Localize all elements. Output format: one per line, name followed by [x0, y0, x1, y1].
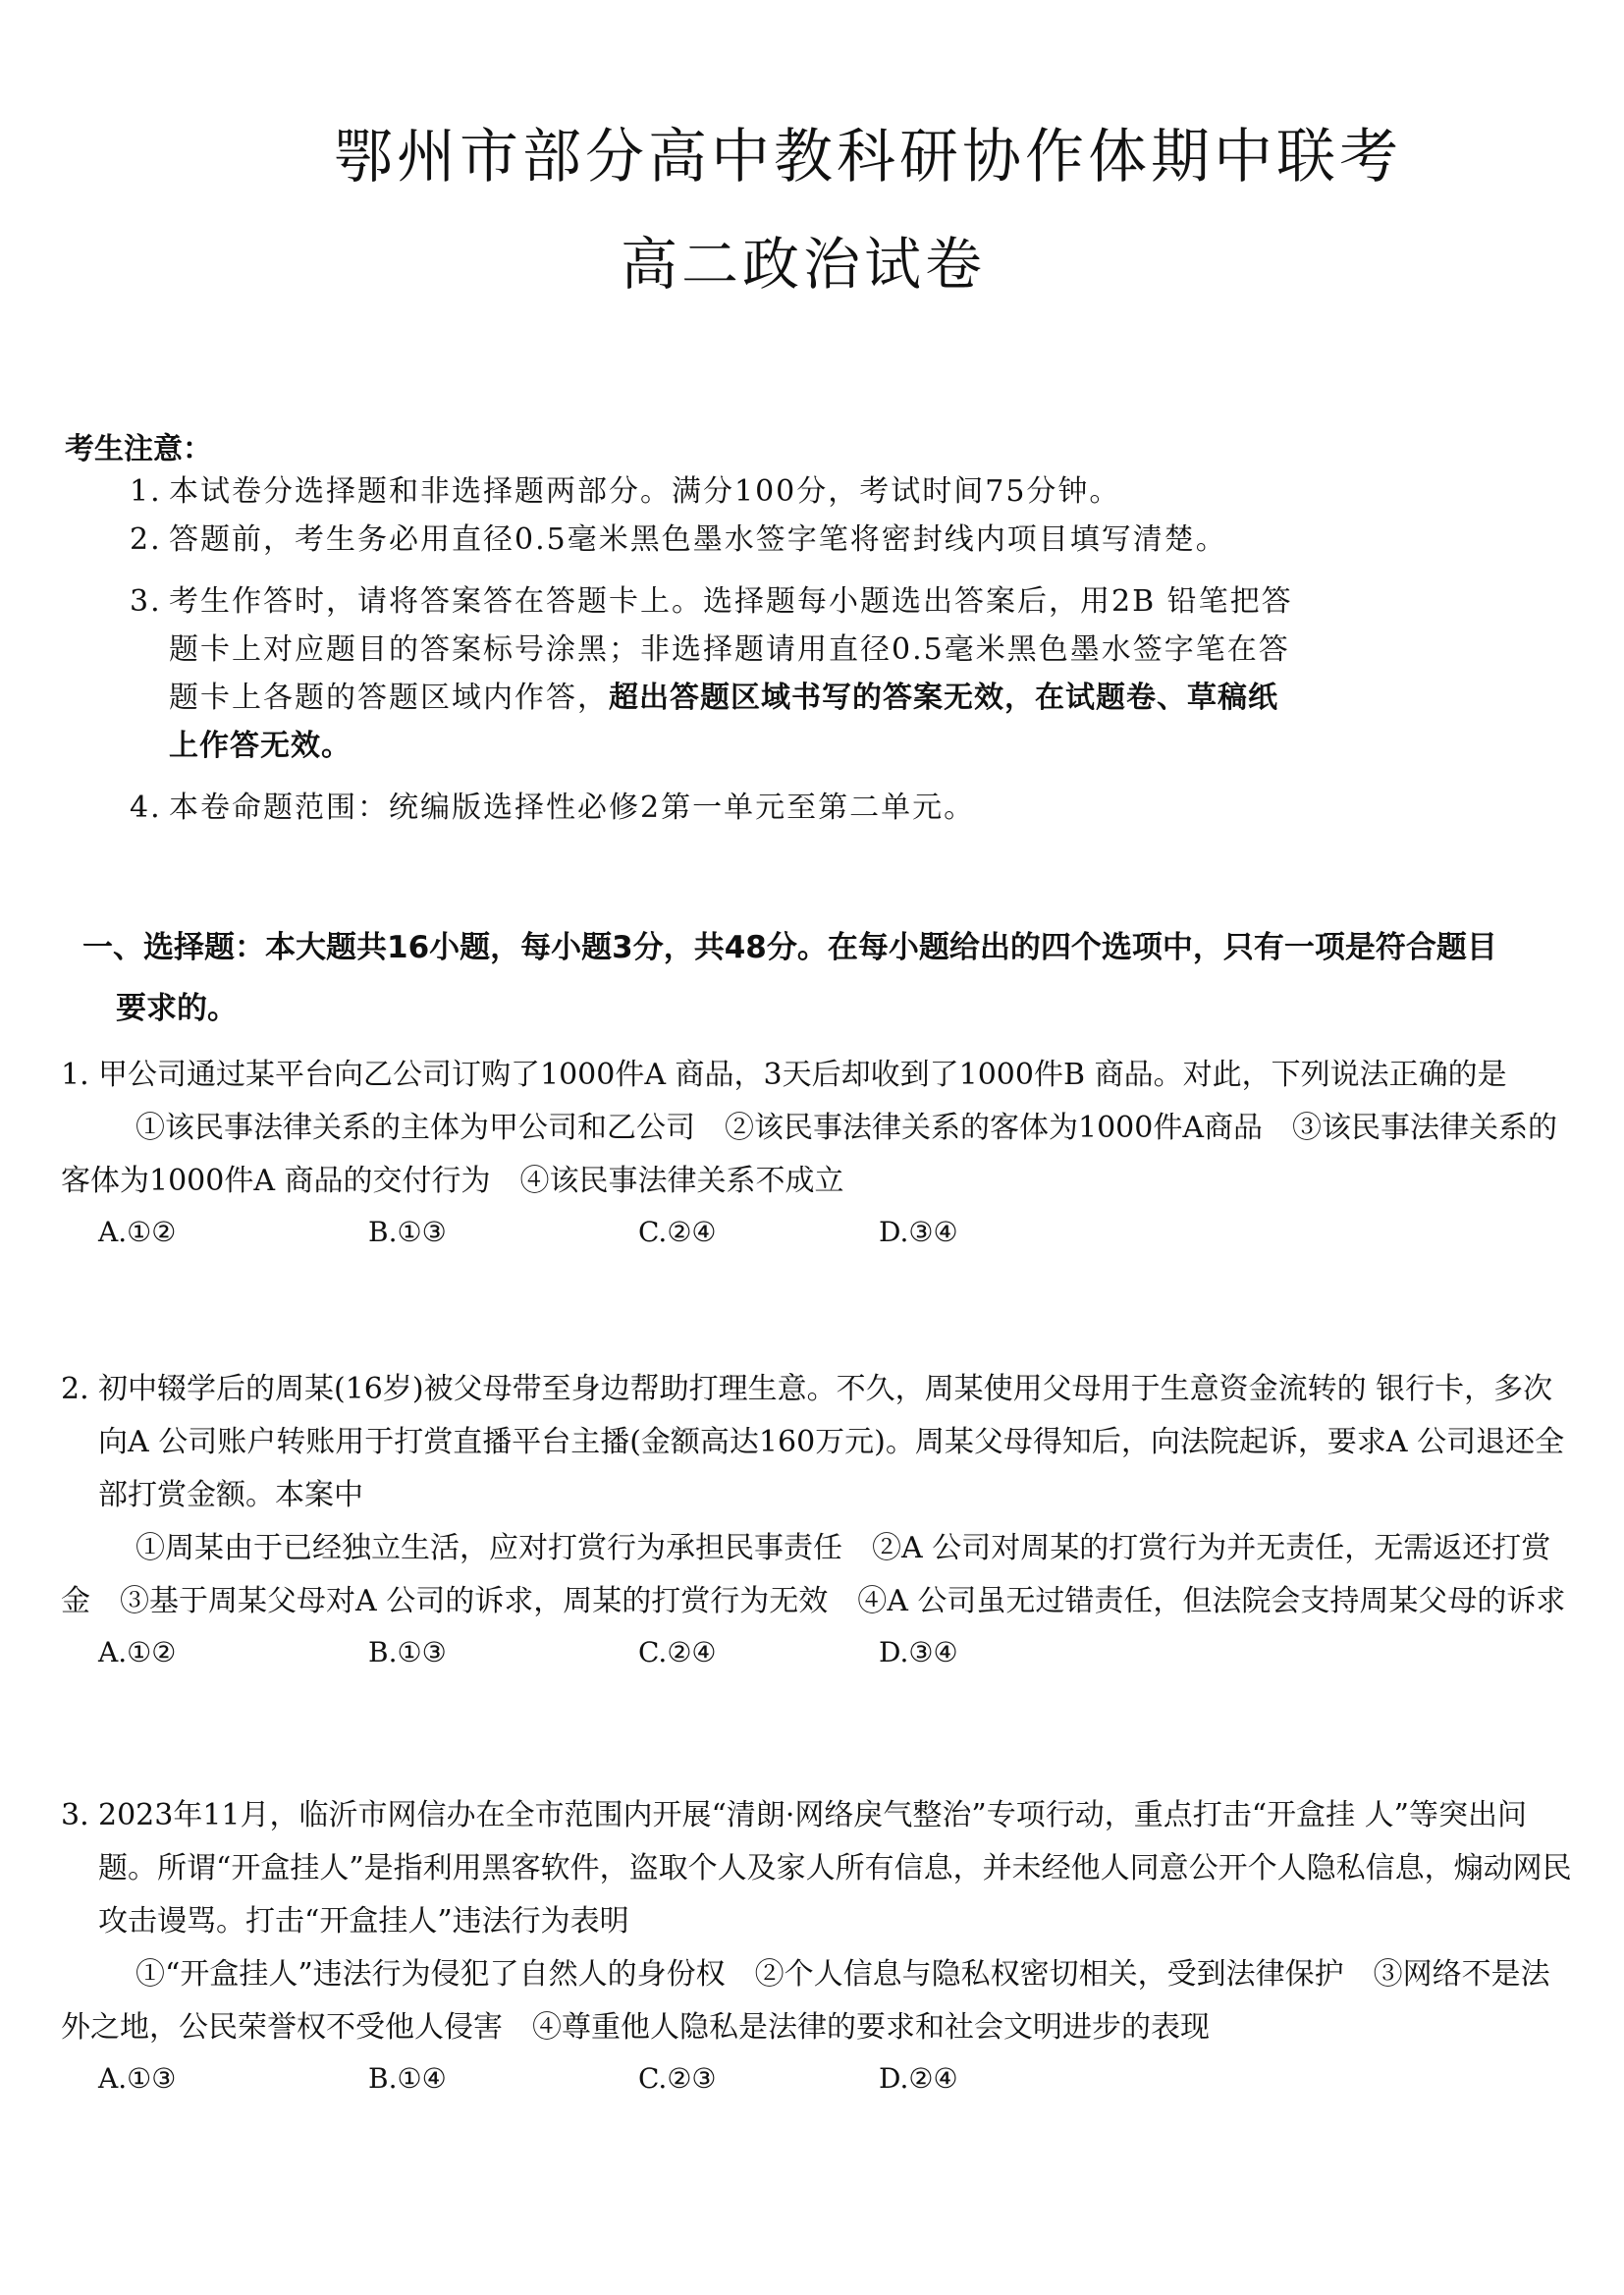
notice-heading: 考生注意：	[65, 432, 212, 466]
question-stem	[61, 1789, 1578, 1948]
section-heading-line2: 要求的。	[116, 991, 238, 1026]
option-b: B.①③	[368, 1216, 447, 1248]
option-c: C.②④	[638, 1636, 717, 1668]
exam-subtitle: 高二政治试卷	[621, 231, 987, 298]
question-1	[61, 1049, 1578, 1257]
notice-item-text: 考生作答时，请将答案答在答题卡上。选择题每小题选出答案后，用2B 铅笔把答题卡上对应题目的答案标号涂黑；非选择题请用直径0.5毫米黑色墨水签字笔在答题卡上各题的答题区域内作答，	[169, 584, 1293, 715]
section-heading	[82, 917, 1585, 1039]
option-b: B.①④	[368, 2062, 447, 2095]
option-b: B.①③	[368, 1636, 447, 1668]
notice-item	[130, 467, 1308, 516]
question-stem	[61, 1363, 1578, 1522]
notice-item-text: 本试卷分选择题和非选择题两部分。满分100分，考试时间75分钟。	[169, 474, 1121, 509]
option-c: C.②④	[638, 1216, 717, 1248]
question-stem	[61, 1049, 1578, 1102]
section-heading-line1: 一、选择题：本大题共16小题，每小题3分，共48分。在每小题给出的四个选项中，只有一项是符合题目	[82, 930, 1497, 965]
option-d: D.②④	[879, 2062, 958, 2095]
question-statements: ①该民事法律关系的主体为甲公司和乙公司 ②该民事法律关系的客体为1000件A商品 ③该民事法律关系的客体为1000件A 商品的交付行为 ④该民事法律关系不成立	[61, 1111, 1558, 1198]
option-d: D.③④	[879, 1636, 958, 1668]
notice-item-number: 2.	[130, 522, 162, 557]
question-number: 1.	[61, 1058, 89, 1092]
question-statements: ①周某由于已经独立生活，应对打赏行为承担民事责任 ②A 公司对周某的打赏行为并无责任，无需返还打赏金 ③基于周某父母对A 公司的诉求，周某的打赏行为无效 ④A 公司虽无过错责任，但法院会支持周某父母的诉求	[61, 1531, 1566, 1618]
notice-item	[130, 516, 1308, 564]
question-number: 2.	[61, 1372, 89, 1406]
notice-item-number: 1.	[130, 474, 162, 509]
question-2	[61, 1363, 1578, 1677]
notice-item-number: 3.	[130, 584, 162, 619]
notice-item-text: 本卷命题范围：统编版选择性必修2第一单元至第二单元。	[169, 791, 976, 825]
option-c: C.②③	[638, 2062, 717, 2095]
notice-item	[130, 784, 1308, 832]
notice-item-text-wrap	[169, 577, 1298, 770]
option-d: D.③④	[879, 1216, 958, 1248]
notice-item	[130, 577, 1308, 770]
option-a: A.①②	[98, 1636, 177, 1668]
exam-title: 鄂州市部分高中教科研协作体期中联考	[334, 123, 1402, 191]
question-stem-text: 初中辍学后的周某(16岁)被父母带至身边帮助打理生意。不久，周某使用父母用于生意资金流转的 银行卡，多次向A 公司账户转账用于打赏直播平台主播(金额高达160万元)。周某父母得知后，向法院起诉，要求A 公司退还全部打赏金额。本案中	[98, 1372, 1565, 1512]
option-a: A.①③	[98, 2062, 177, 2095]
question-options	[61, 1628, 1578, 1677]
notice-item-number: 4.	[130, 791, 162, 825]
option-a: A.①②	[98, 1216, 177, 1248]
question-options	[61, 1208, 1578, 1257]
question-statements: ①“开盒挂人”违法行为侵犯了自然人的身份权 ②个人信息与隐私权密切相关，受到法律保护 ③网络不是法外之地，公民荣誉权不受他人侵害 ④尊重他人隐私是法律的要求和社会文明进步的表现	[61, 1957, 1550, 2045]
question-stem-text: 甲公司通过某平台向乙公司订购了1000件A 商品，3天后却收到了1000件B 商品。对此，下列说法正确的是	[98, 1058, 1507, 1092]
question-number: 3.	[61, 1798, 89, 1832]
notice-list	[130, 467, 1308, 832]
notice-item-emphasis: 超出答题区域书写的答案无效，在试题卷、草稿纸上作答无效。	[169, 681, 1278, 763]
question-3	[61, 1789, 1578, 2104]
notice-item-text: 答题前，考生务必用直径0.5毫米黑色墨水签字笔将密封线内项目填写清楚。	[169, 522, 1227, 557]
question-options	[61, 2054, 1578, 2104]
question-stem-text: 2023年11月，临沂市网信办在全市范围内开展“清朗·网络戾气整治”专项行动，重点打击“开盒挂 人”等突出问题。所谓“开盒挂人”是指利用黑客软件，盗取个人及家人所有信息，并未经他人同意公开个人隐私信息，煽动网民攻击谩骂。打击“开盒挂人”违法行为表明	[98, 1798, 1572, 1939]
